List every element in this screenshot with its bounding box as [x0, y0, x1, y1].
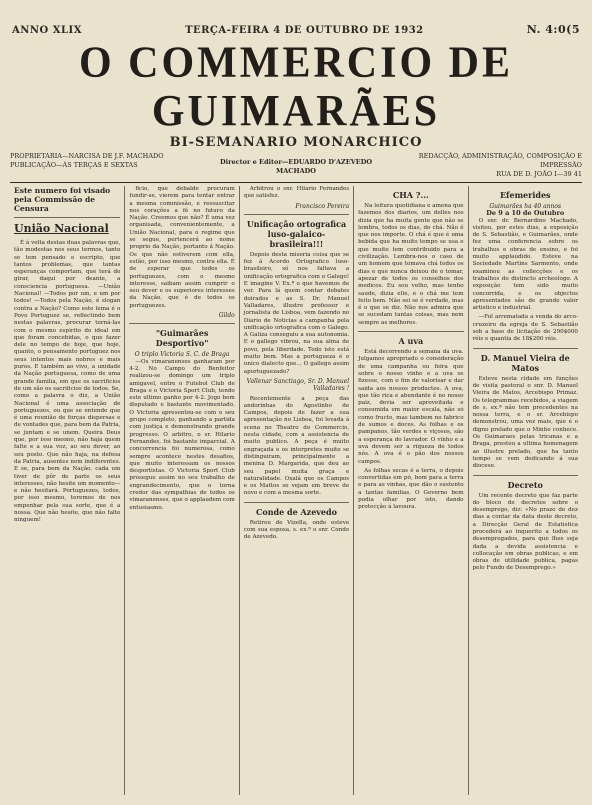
article-heading-manuel-vieira: D. Manuel Vieira de Matos — [480, 352, 570, 373]
article-text: O snr. dr. Bernardino Machado, visitou, por estes dias, a exposição de S. Sebastião, e Guimarães, onde fez uma conferencia sobre os trabalhos e obras de ensino, e foi muito applaudido. Esteve na Sociedade Martins Sarmento, onde examinou as collecções e os trabalhos do distincto archeologo. A exposição tem sido muito concorrida, e os objectos apresentados são de grande valor artistico e industrial. — [472, 217, 578, 312]
article-text: Na leitura quotidiana e amena que fazemos dos diarios, um delles nos dizia que ha muita gente que não se lembra, todos os dias, do chá. Não é que nos importe. O chá é que é uma bebida que ha muito tempo se usa e que muito tem contribuido para a civilização. Lembra-nos o caso de um homem que tomava chá todos os dias e que nunca deixou de o tomar, apezar de todos os conselhos dos medicos. Eu sou velho, mas tenho saude, dizia elle, e o chá me tem feito bem. Não sei se é verdade, mas é o que se diz. Não nos admira que se sucedam tantas coisas, mas nem sempre as melhores. — [358, 203, 464, 326]
article-text: ficio, que debalde procuram fundir-se, vierem para tentar entrar a mesma commissão, e ressuscitar nos corações a fé no futuro da Nação. Creemos que não? É uma vez organisada, convenientemente, a União Nacional, para o regime que se segue, pertencerá ao nome proprio da Nação, portanto á Nação. Os que não estiverem com ella, estão, por isso mesmo, contra ella. É de esperar que todos os portuguezes, com o mesmo interesse, saibam assim cumprir o seu dever e os superiores interesses da Nação, que é de todos os portuguezes. — [129, 186, 235, 309]
column-5 — [468, 186, 582, 795]
publisher-left — [10, 152, 216, 170]
column-2 — [124, 186, 238, 795]
column-4 — [353, 186, 467, 795]
top-info-line — [10, 23, 582, 37]
article-signature: Francisco Pereira — [295, 202, 350, 210]
issue-date: TERÇA-FEIRA 4 DE OUTUBRO DE 1932 — [185, 25, 424, 36]
article-subheading: Guimarães ha 40 annos — [489, 203, 562, 210]
article-text: Está decorrendo a semana da uva. Julgamos apropriado o consideração de uma campanha ou feira que sobre o nosso vinho e a uva se fizesse, com o fim de valorisar e dar saida aos nossos productos. A uva, que tão rica e abundante é no nosso paiz, devia ser aproveitada e consumida em maior escala, não só como fructo, mas tambem no fabrico de sumos e doces. As folhas e os pampanos, tão verdes e viçosos, são a esperança do lavrador. O vinho e a uva devem ser a riqueza de todos nós. A uva é o pão dos nossos campos. — [358, 349, 464, 465]
article-heading-a-uva: A uva — [398, 336, 424, 347]
article-heading-guimaraes-desportivo: "Guimarães Desportivo" — [155, 328, 209, 349]
column-1 — [10, 186, 124, 795]
article-signature: Vallenar Sanctiago, Sr. D. Manuel Valladares ! — [246, 377, 350, 393]
divider — [244, 214, 349, 215]
article-text: Depois desta miseria coisa que se fez á Acordo Ortografico luso-brasileiro, só nos faltava a unificação ortografica com o Galego! E imagine V. Ex.ª o que havemos de ver. Para lá quem contar debates doirados e as S. Dr. Manuel Valladares, illustre professor e jornalista de Lisboa, vem fazendo no Diario de Noticias a campanha pela unificação ortografica com o Galego. A Galiza conseguiu a sua autonomia. E o gallego vibrou, na sua alma de povo, pela liberdade. Todo isto está muito bem. Mas a portugueza é o unico dialecto que... O gallego assim aportuguezado? — [243, 251, 350, 375]
article-heading-decreto: Decreto — [507, 479, 543, 490]
column-3 — [239, 186, 353, 795]
article-text: Retirou de Vizella, onde esteve com sua esposa, s. ex.ª o snr. Conde de Azevedo. — [243, 519, 350, 541]
article-text: —Fol arrematada a venda do arco-cruzeiro da egreja de S. Sebastião sob a base de licitação de 290$000 réis e quantia de 18$200 réis. — [472, 314, 578, 343]
issue-number: N. 4:0(5 — [526, 23, 580, 36]
article-text: Esteve nesta cidade em funções de visita pastoral o snr. D. Manuel Vieira de Matos, Arcebispo Primaz. Os telegrammas recebidos, a viagem de s. ex.ª não tem precedentes na nossa terra, e o sr. Arcebispo demonstrou, uma vez mais, que é o digno prelado que o Minho conhece. Os Guimaraes pelas tricanas e a Braga, prestou a ultima homenagem ao illustre prelado, que ha tanto tempo se vem dedicando á sua diocese. — [472, 375, 578, 470]
divider — [244, 502, 349, 503]
divider — [129, 323, 234, 324]
article-text: É á volta destas duas palavras que, tão modestas nos seus termos, tanto se tem pensado e escripto, que tantos problemas, que tantas esperanças comportam, que terá de girar, daqui por deante, a consciencia portuguesa. —União Nacional! —Todos por um, e um por todos! —Todos pela Nação, é slogan contra a Nação? Como este lema é o Povo Portuguez se, reflectindo bem nestas palavras, procurar torná-las com o mesmo espirito do ideal em que foram concebidas, o que fazer dele no tempo de hoje, que hoje, quanto, o pensamento portuguez nos seus intentos mais nobres e mais puros. E também ao vivo, a unidade da Nação portuguesa, como de uma grande familia, em que os sacrificios de um são os sacrificios de todos. Se, como a palavra o diz, a União Nacional é uma associação de portuguezes, ou que se entende que é uma reunião de forças dispersas e de vontades que, para bem da Patria, se juntam e se unem. Queira Deus que, por isso mesmo, não haja quem falte e a sua voz, ao seu dever, ao seu posto. Que não haja, na defesa da Patria, ausentes nem indiferentes. E se, para bem da Nação, cada um tiver de pôr de parte os seus interesses, não hesite um momento—e não hesitará. Portuguezes, todos, por isso mesmo, teremos de nos empenhar pela sua sorte, que é a nossa. Que não hesite, que não falte ninguem! — [14, 240, 121, 524]
article-heading-conde-azevedo: Conde de Azevedo — [255, 506, 337, 517]
article-text: —Os vimaranenses ganharam por 4-2. No Campo do Benfeitor realizou-se domingo um triplo amigavel, entre o Futebol Club de Braga e o Victoria Sport Club, tendo este ultimo ganho por 4-2. Jogo bem disputado e bastante movimentado. O Victoria apresentou-se com o seu grupo completo, ganhando a partida com justiça e demonstrando grande progresso. O arbitro, o sr. Hilario Fernandes, foi bastante imparcial. A concorrencia foi numerosa, como sempre acontece nestes desafios, que muito interessam os nossos desportistas. O Victoria Sport Club prosegue assim no seu trabalho de engrandecimento, que o torna credor das sympathias de todos os vimaranenses, que o applaudem com entusiasmo. — [129, 358, 235, 511]
censorship-notice: Este numero foi visado pela Commissão de Censura — [14, 186, 111, 213]
divider — [473, 348, 578, 349]
article-heading-uniao-nacional: União Nacional — [14, 222, 109, 235]
article-text: Um recente decreto que faz parte do bloco de decretos sobre o desemprego, diz: «No prazo de dez dias a contar da data deste decreto, a Direcção Geral de Estatistica procederá ao inquerito a todos os desempregados, para que lhes seja dada a devida assistencia e collocação em obras publicas, e em obras de utilidade publica, pagas pelo Fundo de Desemprego.» — [472, 492, 578, 572]
newspaper-page — [10, 5, 582, 795]
article-columns — [10, 186, 582, 795]
year-label: ANNO XLIX — [12, 25, 82, 36]
article-heading-efemerides: Efemerides — [499, 190, 551, 200]
article-heading-cha: CHA ?... — [392, 190, 429, 200]
article-heading-unificacao: Unificação ortografica luso-galaico-brasileira!!! — [246, 218, 347, 249]
article-text: Recentemente a peça das andorinhas do Agostinho de Campos, depois de fazer a sua apresentação no Lisboa, foi levada á scena no Theatro do Commercio, nesta cidade, com a assistencia de muito publico. A peça é muito engraçada e os interpretes muito se distinguiram, principalmente a menina D. Margarida, que deu ao seu papel muita graça e naturalidade. Oxalá que os Campos e os Mattos se vejam em breve de novo e com a mesma sorte. — [243, 395, 350, 497]
divider — [358, 331, 463, 332]
director-line: Director e Editor—EDUARDO D'AZEVEDO MACHADO — [219, 158, 372, 175]
redaction-line: REDACÇÃO, ADMINISTRAÇÃO, COMPOSIÇÃO E IMPRESSÃO — [418, 152, 582, 169]
article-signature: Gildo — [218, 312, 235, 320]
divider — [14, 217, 120, 218]
article-text: As folhas secas é a terra, o depois convertidas em pó, bom para a terra e para as vinhas, que dão o sustento a tantas familias. O Governo bem podia olhar por isto, dando protecção á lavoura. — [358, 467, 464, 511]
publisher-info-bar — [10, 152, 582, 183]
article-subheading: O triplo Victoria S. C. de Braga — [134, 351, 230, 359]
address-line: RUA DE D. JOÃO I—39 41 — [496, 170, 582, 178]
date-range-label: De 9 a 10 de Outubro — [486, 209, 565, 218]
newspaper-title: O COMMERCIO DE GUIMARÃES — [79, 38, 513, 136]
divider — [473, 475, 578, 476]
newspaper-subtitle: BI-SEMANARIO MONARCHICO — [169, 135, 423, 150]
publication-line: PUBLICAÇÃO—ÁS TERÇAS E SEXTAS — [10, 161, 138, 169]
publisher-right — [376, 152, 582, 179]
owner-line: PROPRIETARIA—NARCISA DE J.F. MACHADO — [10, 152, 164, 160]
article-text: Arbitrou o snr. Hilario Fernandes que satisfez. — [243, 186, 350, 200]
